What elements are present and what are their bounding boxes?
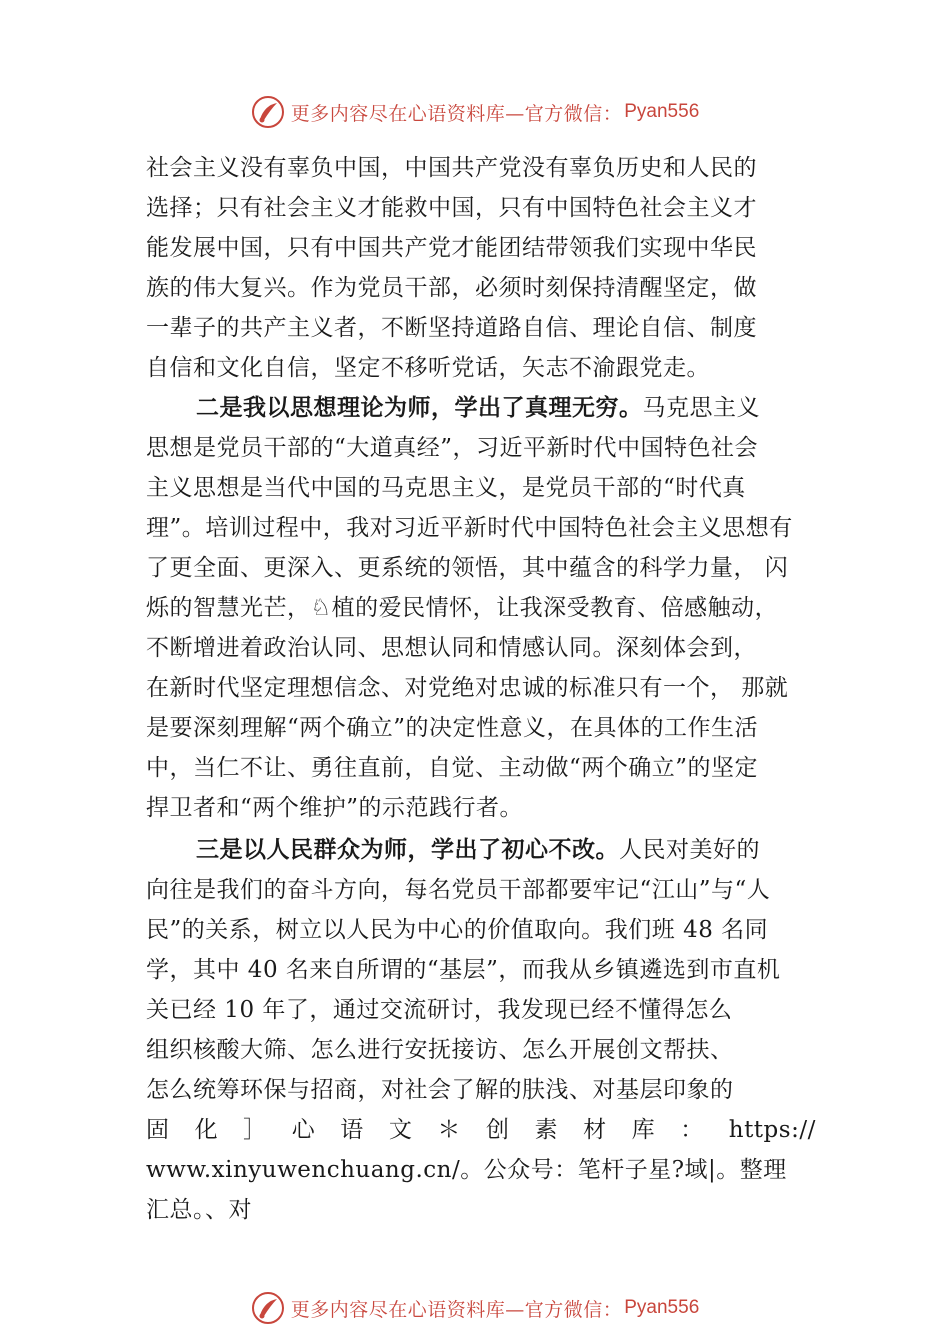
spread-char: 创 [485,1117,510,1143]
spread-line [146,1110,816,1150]
text-line: 是要深刻理解“两个确立”的决定性意义，在具体的工作生活 [146,715,759,741]
paragraph-3-first-line [146,830,816,870]
spread-char: 心 [291,1117,316,1143]
paragraph-2-lead: 二是我以思想理论为师，学出了真理无穷。 [196,394,643,421]
text-line: 自信和文化自信，坚定不移听党话，矢志不渝跟党走。 [146,355,710,381]
text-line: 思想是党员干部的“大道真经”，习近平新时代中国特色社会 [146,435,759,461]
spread-char: 语 [340,1117,364,1143]
spread-char: 固 [146,1117,170,1143]
text-line: 向往是我们的奋斗方向，每名党员干部都要牢记“江山”与“人 [146,877,771,903]
spread-char: ： [680,1117,704,1143]
text-line: 族的伟大复兴。作为党员干部，必须时刻保持清醒坚定，做 [146,275,757,301]
text-line: 学，其中 40 名来自所谓的“基层”，而我从乡镇遴选到市直机 [146,957,781,983]
banner-text: 更多内容尽在心语资料库—官方微信： [290,1298,623,1321]
spread-char: 素 [534,1117,558,1143]
spread-char: 材 [583,1117,607,1143]
text-line: 汇总。、对 [146,1197,252,1223]
paragraph-3 [146,830,816,1230]
text-line: 关已经 10 年了，通过交流研讨，我发现已经不懂得怎么 [146,997,733,1023]
brush-pen-seal-icon [251,1291,285,1325]
spread-char: ＊ [437,1117,461,1143]
text-line: 怎么统筹环保与招商，对社会了解的肤浅、对基层印象的 [146,1077,734,1103]
paragraph-2 [146,388,816,828]
text-line: 捍卫者和“两个维护”的示范践行者。 [146,795,524,821]
text-line: 组织核酸大筛、怎么进行安抚接访、怎么开展创文帮扶、 [146,1037,734,1063]
paragraph-2-first-line [146,388,816,428]
text-line: www.xinyuwenchuang.cn/。公众号：笔杆子星?域|。整理 [146,1157,787,1183]
banner-text: 更多内容尽在心语资料库—官方微信： [290,102,623,125]
text-line: 一辈子的共产主义者，不断坚持道路自信、理论自信、制度 [146,315,757,341]
spread-char: 化 [194,1117,219,1143]
paragraph-2-first-rest: 马克思主义 [642,395,760,421]
spread-char: 文 [388,1117,413,1143]
text-line: 不断增进着政治认同、思想认同和情感认同。深刻体会到， [146,635,757,661]
text-line: 了更全面、更深入、更系统的领悟，其中蕴含的科学力量， 闪 [146,555,789,581]
text-line: 主义思想是当代中国的马克思主义，是党员干部的“时代真 [146,475,746,501]
paragraph-1 [146,148,816,388]
text-line: 能发展中国，只有中国共产党才能团结带领我们实现中华民 [146,235,757,261]
header-banner [0,92,950,132]
text-line: 烁的智慧光芒，♘植的爱民情怀，让我深受教育、倍感触动， [146,595,779,621]
text-line: 社会主义没有辜负中国，中国共产党没有辜负历史和人民的 [146,155,757,181]
paragraph-3-first-rest: 人民对美好的 [619,837,760,863]
spread-url: https:// [728,1117,816,1143]
document-body [146,148,816,1230]
paragraph-3-lead: 三是以人民群众为师，学出了初心不改。 [196,836,619,863]
footer-banner [0,1288,950,1328]
text-line: 中，当仁不让、勇往直前，自觉、主动做“两个确立”的坚定 [146,755,759,781]
spread-char: ］ [243,1117,267,1143]
text-line: 理”。培训过程中，我对习近平新时代中国特色社会主义思想有 [146,515,793,541]
text-line: 在新时代坚定理想信念、对党绝对忠诚的标准只有一个， 那就 [146,675,789,701]
brush-pen-seal-icon [251,95,285,129]
spread-char: 库 [631,1117,656,1143]
wechat-id: Pyan556 [624,101,700,122]
text-line: 民”的关系，树立以人民为中心的价值取向。我们班 48 名同 [146,917,769,943]
text-line: 选择；只有社会主义才能救中国，只有中国特色社会主义才 [146,195,757,221]
wechat-id: Pyan556 [624,1297,700,1318]
